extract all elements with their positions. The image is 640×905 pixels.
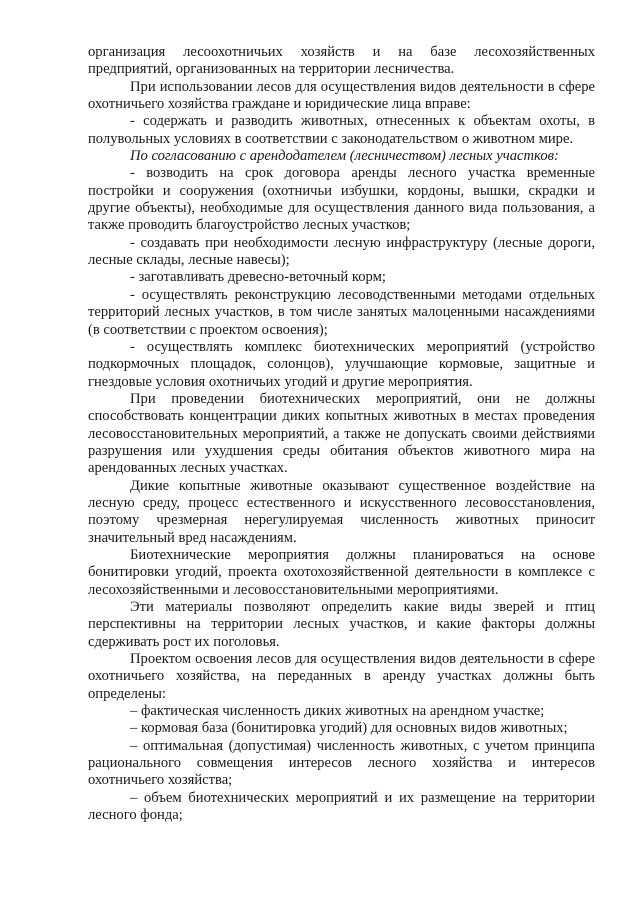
list-item-temporary-buildings: - возводить на срок договора аренды лесного участка временные постройки и сооружения (охотничьи избушки, кордоны, вышки, скрадки и другие объекты), необходимые для осуществления данного вида пользования, а также проводить благоустройство лесных участков;	[88, 165, 595, 234]
list-item-actual-numbers: – фактическая численность диких животных на арендном участке;	[130, 703, 545, 720]
paragraph-planning: Биотехнические мероприятия должны планироваться на основе бонитировки угодий, проекта охотохозяйственной деятельности в комплексе с лесохозяйственными и лесовосстановительными мероприятиями.	[88, 546, 595, 598]
list-item-optimal-numbers: – оптимальная (допустимая) численность животных, с учетом принципа рационального совмещения интересов лесного хозяйства и интересов охотничьего хозяйства;	[88, 737, 595, 789]
paragraph-project-requirements: Проектом освоения лесов для осуществления видов деятельности в сфере охотничьего хозяйства, на переданных в аренду участках должны быть определены:	[88, 651, 595, 702]
list-item-reconstruction: - осуществлять реконструкцию лесоводственными методами отдельных территорий лесных участков, в том числе занятых малоценными насаждениями (в соответствии с проектом освоения);	[88, 286, 595, 338]
list-item-biotechnical-volume: – объем биотехнических мероприятий и их размещение на территории лесного фонда;	[88, 789, 595, 824]
paragraph-rights-intro: При использовании лесов для осуществления видов деятельности в сфере охотничьего хозяйства граждане и юридические лица вправе:	[88, 78, 595, 113]
paragraph-continuation: организация лесоохотничьих хозяйств и на базе лесохозяйственных предприятий, организованных на территории лесничества.	[88, 44, 595, 78]
paragraph-agreement-heading: По согласованию с арендодателем (лесничеством) лесных участков:	[130, 148, 559, 165]
list-item-keep-animals: - содержать и разводить животных, отнесенных к объектам охоты, в полувольных условиях в соответствии с законодательством о животном мире.	[88, 113, 595, 147]
list-item-infrastructure: - создавать при необходимости лесную инфраструктуру (лесные дороги, лесные склады, лесные навесы);	[88, 234, 595, 269]
list-item-fodder: - заготавливать древесно-веточный корм;	[130, 269, 386, 286]
paragraph-biotechnical-limits: При проведении биотехнических мероприятий, они не должны способствовать концентрации диких копытных животных в местах проведения лесовосстановительных мероприятий, а также не допускать своими действиями разрушения или ухудшения среды обитания объектов животного мира на арендованных лесных участках.	[88, 390, 595, 477]
paragraph-ungulates-impact: Дикие копытные животные оказывают существенное воздействие на лесную среду, процесс естественного и искусственного лесовосстановления, поэтому чрезмерная нерегулируемая численность животных приносит значительный вред насаждениям.	[88, 477, 595, 546]
document-page	[88, 44, 595, 824]
list-item-fodder-base: – кормовая база (бонитировка угодий) для основных видов животных;	[130, 720, 568, 737]
paragraph-materials: Эти материалы позволяют определить какие виды зверей и птиц перспективны на территории лесных участков, и какие факторы должны сдерживать рост их поголовья.	[88, 599, 595, 650]
list-item-biotechnical: - осуществлять комплекс биотехнических мероприятий (устройство подкормочных площадок, солонцов), улучшающие кормовые, защитные и гнездовые условия охотничьих угодий и другие мероприятия.	[88, 338, 595, 390]
